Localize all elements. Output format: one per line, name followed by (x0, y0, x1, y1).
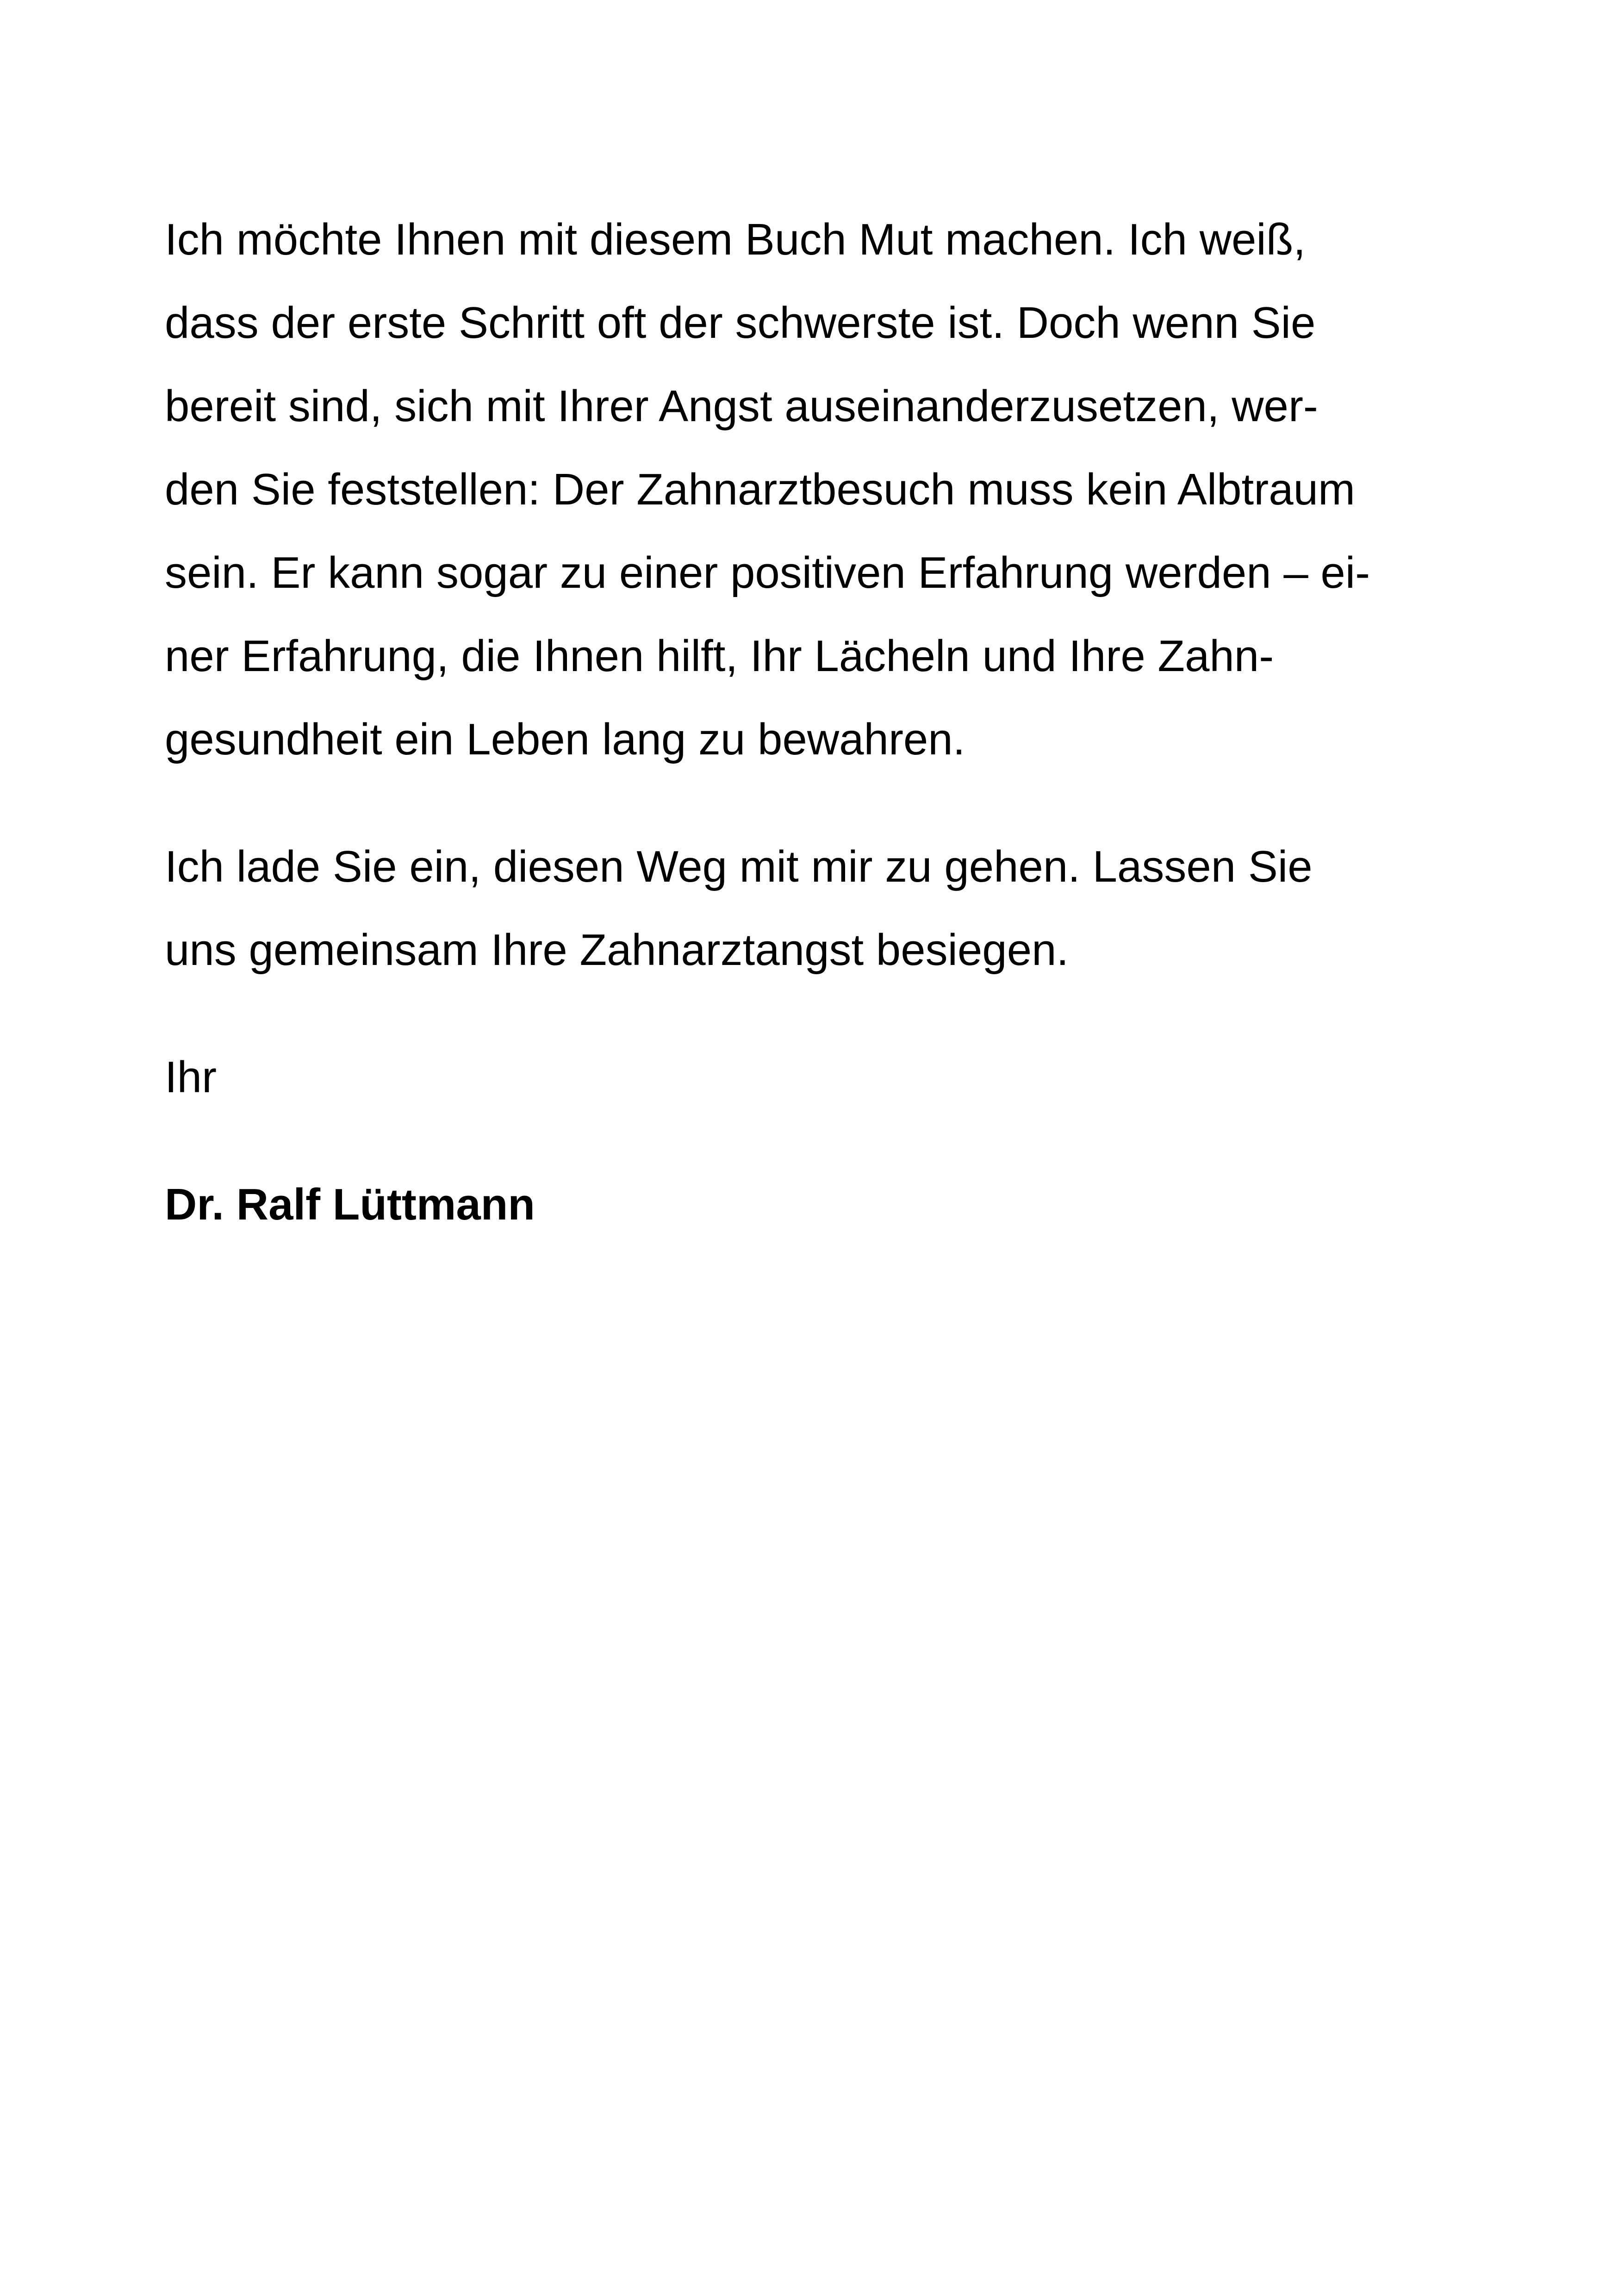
paragraph-line: den Sie feststellen: Der Zahnarztbesuch muss kein Albtraum (165, 465, 1355, 514)
paragraph-spacer (165, 992, 1475, 1036)
paragraph-spacer (165, 1119, 1475, 1163)
paragraph-line: Ich lade Sie ein, diesen Weg mit mir zu gehen. Lassen Sie (165, 842, 1313, 891)
paragraph-line: sein. Er kann sogar zu einer positiven Erfahrung werden – ei- (165, 548, 1370, 597)
closing-salutation: Ihr (165, 1052, 217, 1102)
paragraph-invitation (165, 825, 1475, 992)
paragraph-line: dass der erste Schritt oft der schwerste ist. Doch wenn Sie (165, 298, 1316, 348)
paragraph-line: uns gemeinsam Ihre Zahnarztangst besiegen. (165, 925, 1069, 975)
author-signature: Dr. Ralf Lüttmann (165, 1180, 535, 1229)
letter-body (165, 198, 1475, 1246)
paragraph-line: gesundheit ein Leben lang zu bewahren. (165, 715, 965, 764)
paragraph-encouragement (165, 198, 1475, 781)
paragraph-line: bereit sind, sich mit Ihrer Angst auseinanderzusetzen, wer- (165, 381, 1318, 431)
paragraph-line: Ich möchte Ihnen mit diesem Buch Mut machen. Ich weiß, (165, 215, 1306, 264)
paragraph-spacer (165, 781, 1475, 825)
paragraph-line: ner Erfahrung, die Ihnen hilft, Ihr Lächeln und Ihre Zahn- (165, 631, 1274, 681)
